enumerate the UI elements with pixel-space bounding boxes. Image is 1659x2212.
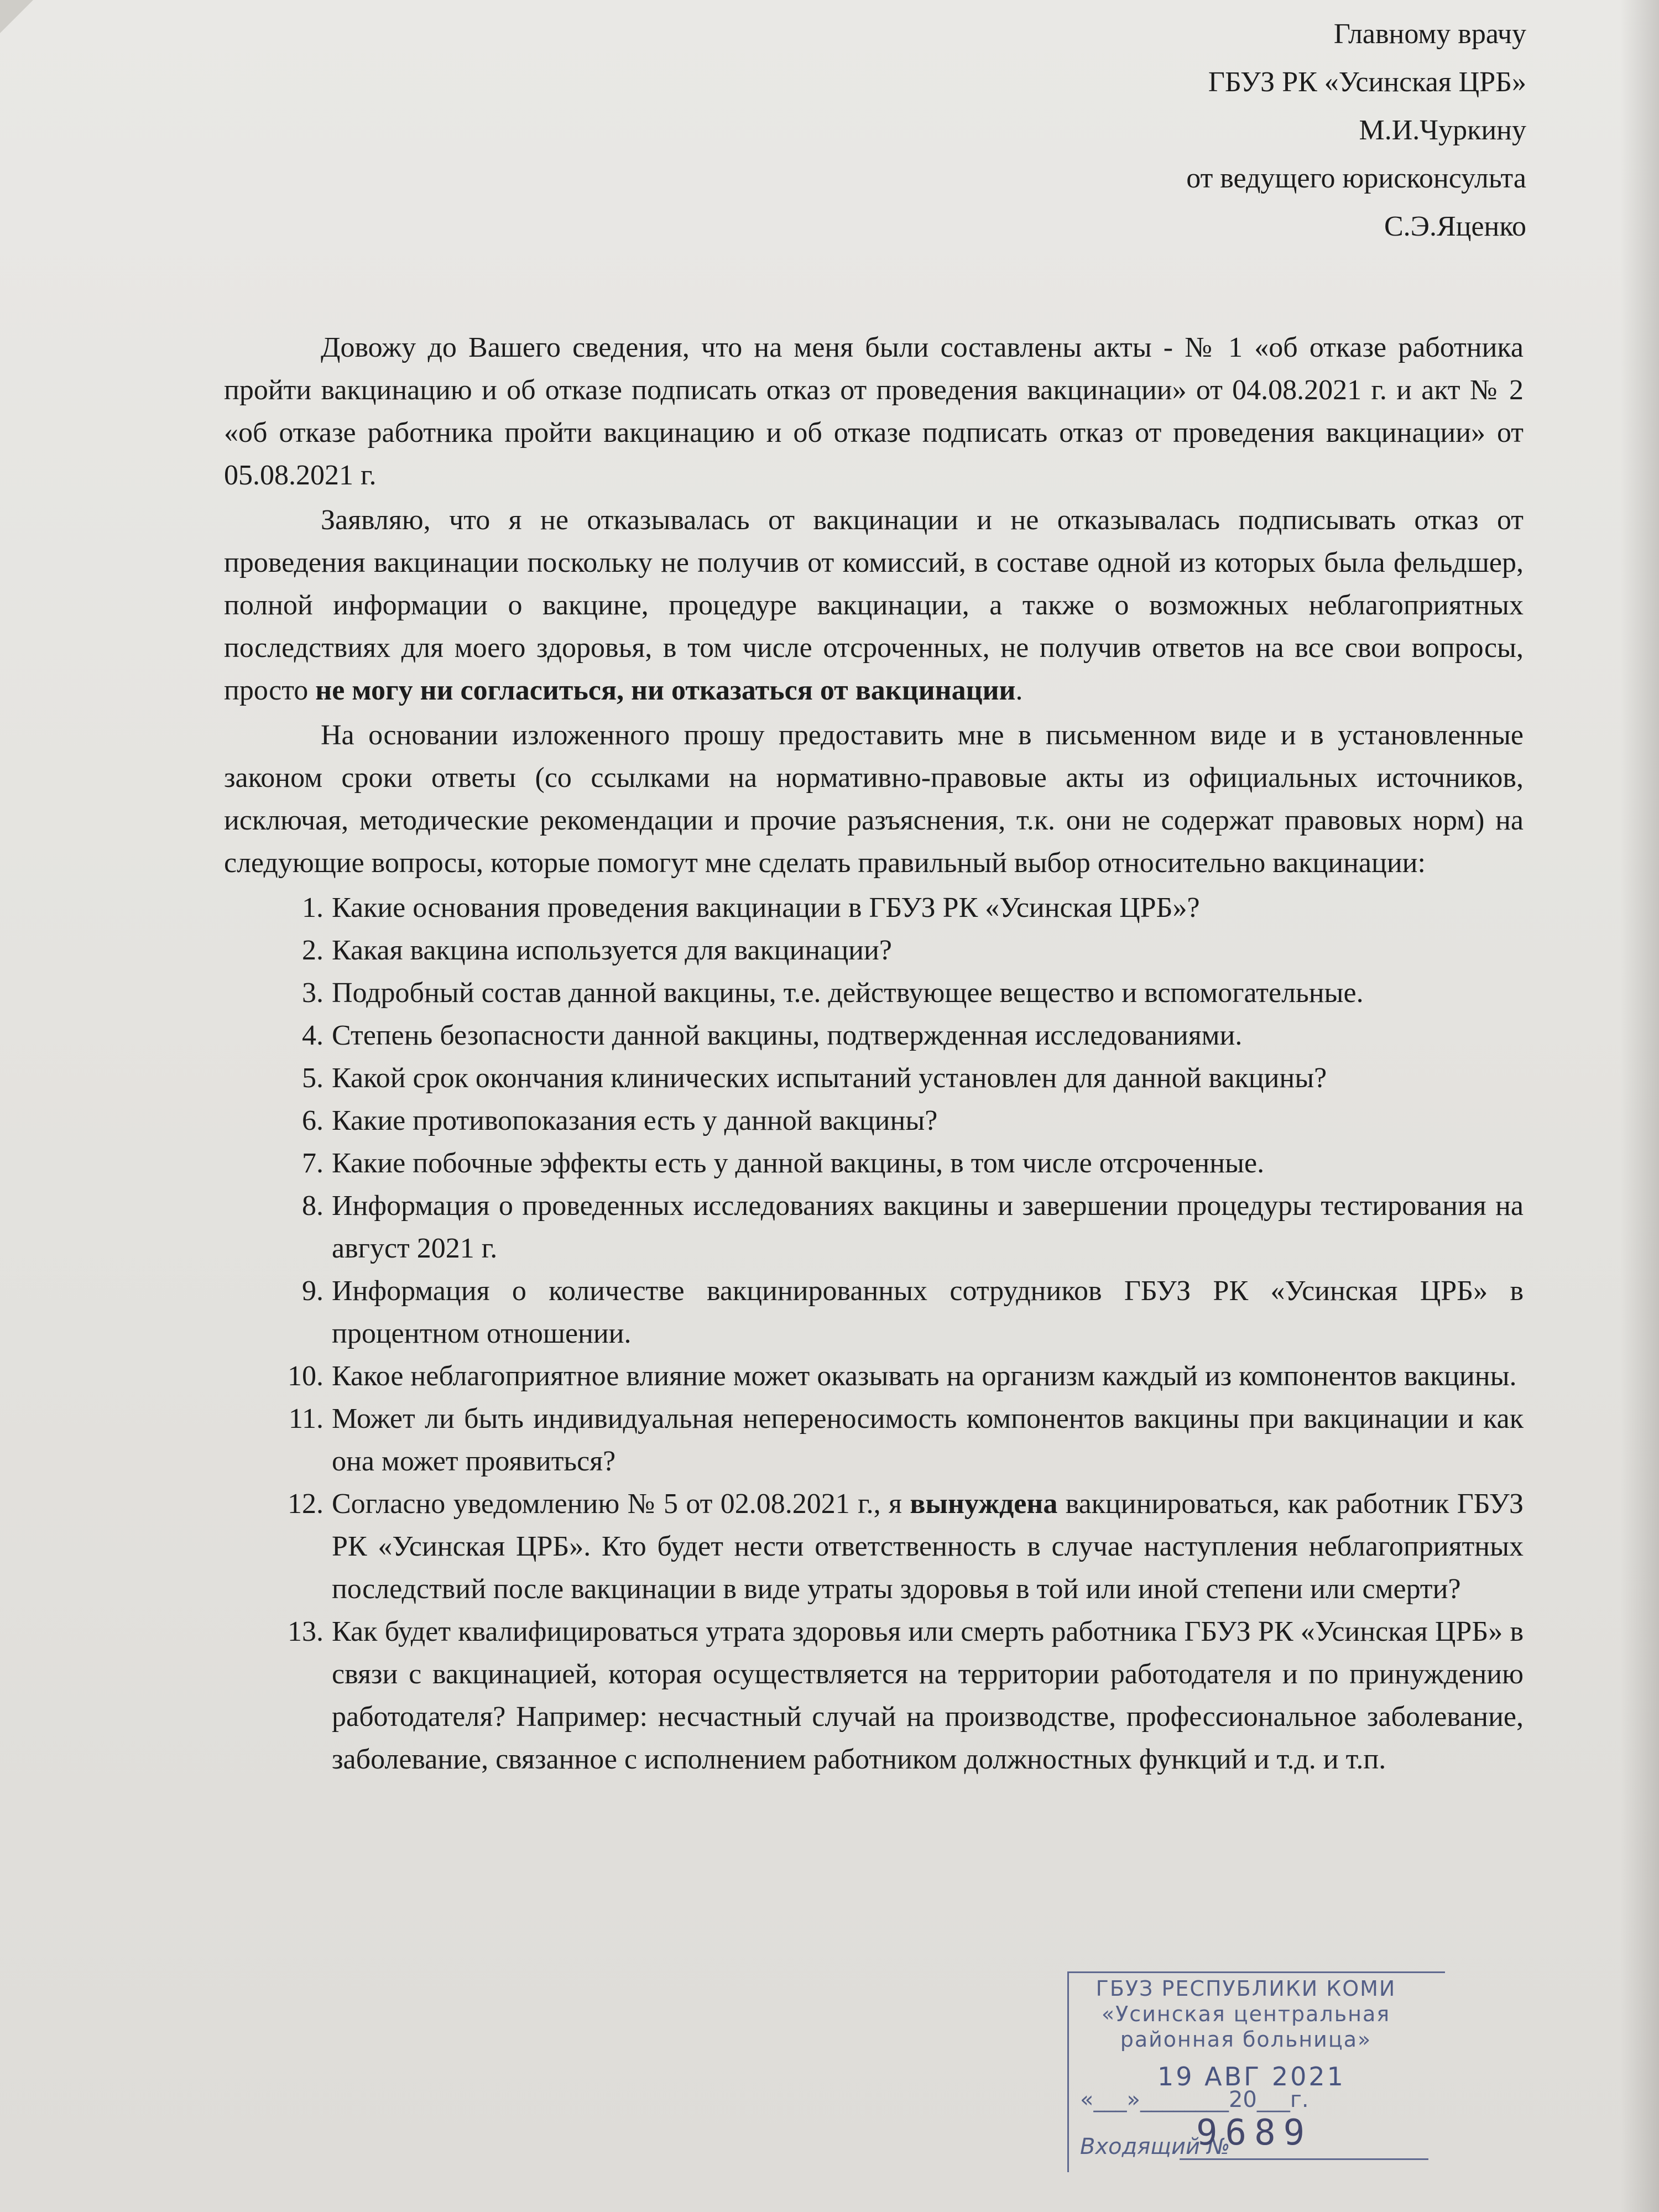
question-text: Подробный состав данной вакцины, т.е. действующее вещество и вспомогательные. xyxy=(332,977,1364,1009)
question-item xyxy=(224,1142,1524,1185)
question-item xyxy=(224,1397,1524,1483)
paragraph-2 xyxy=(224,499,1524,712)
stamp-date-line: «___»________20___г. xyxy=(1080,2087,1309,2112)
question-number: 12. xyxy=(288,1488,324,1520)
question-text-part: Согласно уведомлению № 5 от 02.08.2021 г., я xyxy=(332,1488,910,1520)
question-text: Какая вакцина используется для вакцинации? xyxy=(332,935,892,966)
question-text: Степень безопасности данной вакцины, подтвержденная исследованиями. xyxy=(332,1020,1243,1051)
paragraph-3: На основании изложенного прошу предоставить мне в письменном виде и в установленные законом сроки ответы (со ссылками на нормативно-правовые акты из официальных источников, исключая, методические рекомендации и прочие разъяснения, т.к. они не содержат правовых норм) на следующие вопросы, которые помогут мне сделать правильный выбор относительно вакцинации: xyxy=(224,719,1524,879)
question-item xyxy=(224,972,1524,1014)
question-text: Какие основания проведения вакцинации в ГБУЗ РК «Усинская ЦРБ»? xyxy=(332,892,1200,924)
paragraph-2-text: Заявляю, что я не отказывалась от вакцинации и не отказывалась подписывать отказ от проведения вакцинации поскольку не получив от комиссий, в составе одной из которых была фельдшер, полной информации о вакцине, процедуре вакцинации, а также о возможных неблагоприятных последствиях для моего здоровья, в том числе отсроченных, не получив ответов на все свои вопросы, просто xyxy=(224,504,1524,706)
addressee-line: от ведущего юрисконсульта xyxy=(1186,163,1526,194)
question-item xyxy=(224,1185,1524,1270)
question-number: 6. xyxy=(302,1105,324,1136)
question-item xyxy=(224,1483,1524,1610)
addressee-block xyxy=(1186,10,1526,251)
question-number: 11. xyxy=(288,1403,324,1434)
question-text: Какое неблагоприятное влияние может оказывать на организм каждый из компонентов вакцины. xyxy=(332,1360,1517,1392)
question-text: Может ли быть индивидуальная непереносимость компонентов вакцины при вакцинации и как она может проявиться? xyxy=(332,1403,1524,1477)
paragraph-1: Довожу до Вашего сведения, что на меня были составлены акты - № 1 «об отказе работника пройти вакцинацию и об отказе подписать отказ от проведения вакцинации» от 04.08.2021 г. и акт № 2 «об отказе работника пройти вакцинацию и об отказе подписать отказ от проведения вакцинации» от 05.08.2021 г. xyxy=(224,332,1524,491)
addressee-line: ГБУЗ РК «Усинская ЦРБ» xyxy=(1208,66,1526,98)
stamp-incoming-label: Входящий № xyxy=(1080,2134,1230,2159)
question-item xyxy=(224,1270,1524,1355)
question-number: 1. xyxy=(302,892,324,924)
question-number: 3. xyxy=(302,977,324,1009)
incoming-registration-stamp xyxy=(1067,1971,1445,2172)
question-item xyxy=(224,1014,1524,1057)
question-item xyxy=(224,1610,1524,1781)
question-number: 10. xyxy=(288,1360,324,1392)
question-text-bold: вынуждена xyxy=(910,1488,1058,1520)
stamp-incoming-number: 9689 xyxy=(1196,2112,1313,2153)
stamp-date: 19 АВГ 2021 xyxy=(1157,2062,1345,2091)
addressee-line: М.И.Чуркину xyxy=(1359,114,1526,146)
question-text-part: вакцинироваться, как работник ГБУЗ РК «Усинская ЦРБ». Кто будет нести ответственность в случае наступления неблагоприятных последствий после вакцинации в виде утраты здоровья в той или иной степени или смерти? xyxy=(332,1488,1524,1605)
question-number: 5. xyxy=(302,1062,324,1094)
question-item xyxy=(224,929,1524,972)
page-corner-fold xyxy=(0,0,33,33)
question-number: 4. xyxy=(302,1020,324,1051)
paragraph-2-bold: не могу ни согласиться, ни отказаться от вакцинации xyxy=(315,675,1016,706)
letter-body xyxy=(224,326,1524,1781)
question-text: Какие побочные эффекты есть у данной вакцины, в том числе отсроченные. xyxy=(332,1147,1265,1179)
question-number: 8. xyxy=(302,1190,324,1222)
question-item xyxy=(224,1099,1524,1142)
question-text xyxy=(332,1483,1524,1610)
question-item xyxy=(224,1057,1524,1099)
question-number: 13. xyxy=(288,1616,324,1647)
addressee-line: Главному врачу xyxy=(1333,18,1526,50)
question-text: Как будет квалифицироваться утрата здоровья или смерть работника ГБУЗ РК «Усинская ЦРБ» в связи с вакцинацией, которая осуществляется на территории работодателя и по принуждению работодателя? Например: несчастный случай на производстве, профессиональное заболевание, заболевание, связанное с исполнением работником должностных функций и т.д. и т.п. xyxy=(332,1616,1524,1775)
question-text: Информация о количестве вакцинированных сотрудников ГБУЗ РК «Усинская ЦРБ» в процентном отношении. xyxy=(332,1275,1524,1349)
question-item xyxy=(224,886,1524,929)
paragraph-2-end: . xyxy=(1015,675,1023,706)
question-number: 7. xyxy=(302,1147,324,1179)
question-text: Какой срок окончания клинических испытаний установлен для данной вакцины? xyxy=(332,1062,1327,1094)
stamp-underline xyxy=(1180,2158,1428,2160)
page-edge-shadow xyxy=(1620,0,1659,2212)
question-number: 9. xyxy=(302,1275,324,1307)
question-number: 2. xyxy=(302,935,324,966)
stamp-organization: ГБУЗ РЕСПУБЛИКИ КОМИ «Усинская центральная районная больница» xyxy=(1095,1976,1396,2052)
questions-list xyxy=(224,886,1524,1781)
question-text: Информация о проведенных исследованиях вакцины и завершении процедуры тестирования на август 2021 г. xyxy=(332,1190,1524,1264)
question-text: Какие противопоказания есть у данной вакцины? xyxy=(332,1105,938,1136)
question-item xyxy=(224,1355,1524,1397)
addressee-line: С.Э.Яценко xyxy=(1384,211,1526,242)
